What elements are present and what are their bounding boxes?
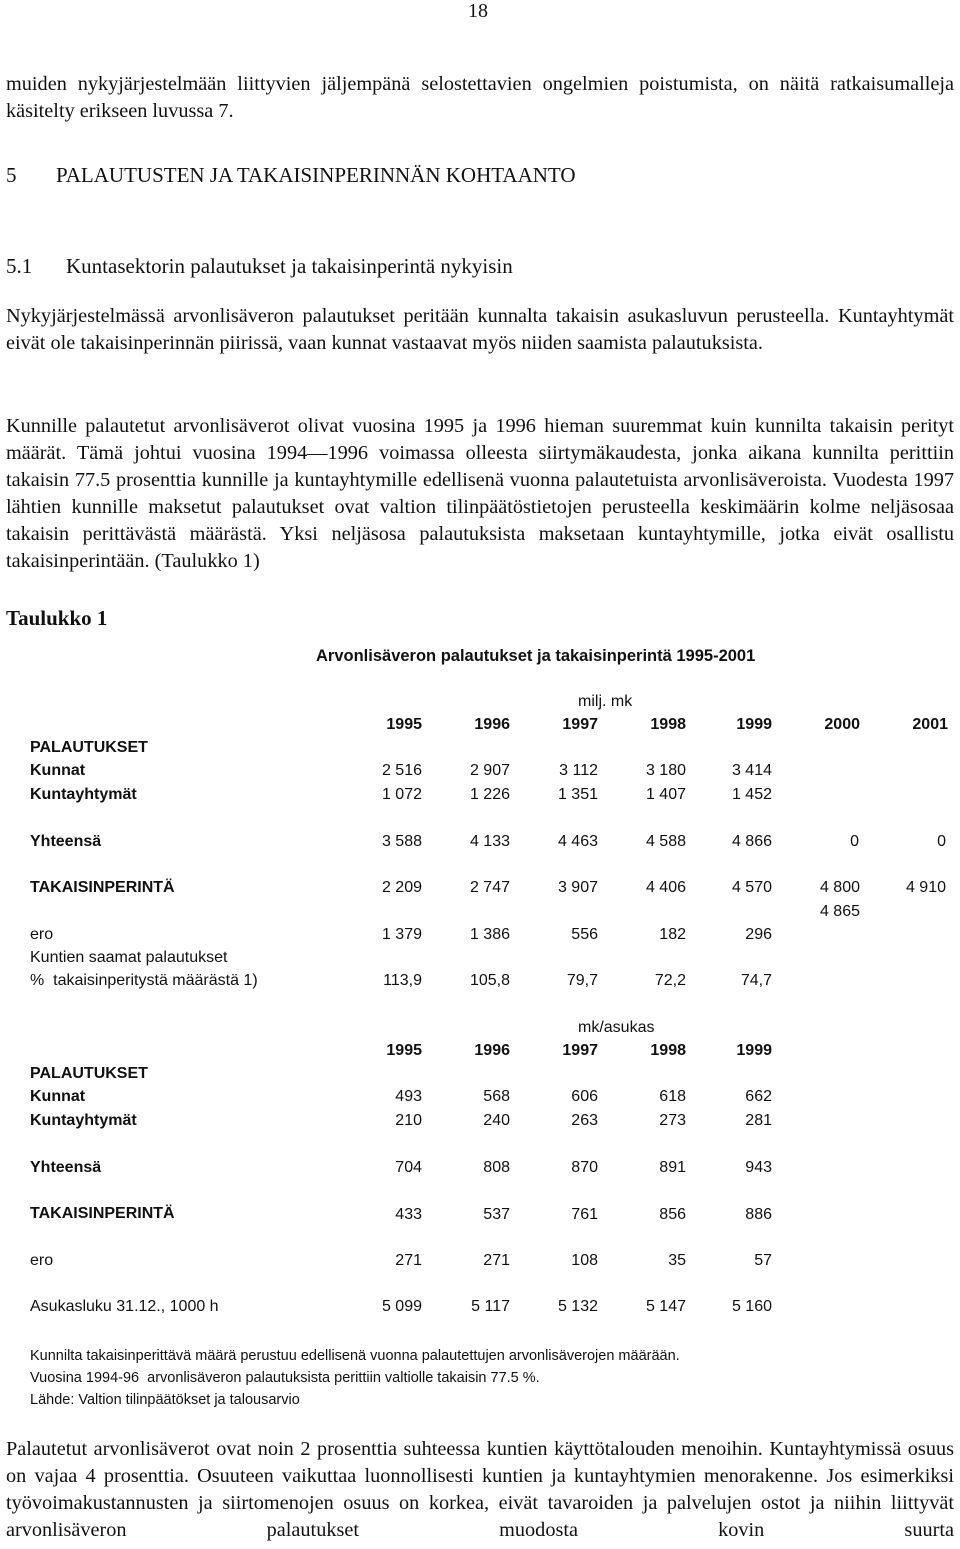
year-cell: 1996	[474, 1042, 510, 1059]
section-heading	[6, 163, 576, 188]
row-label: Asukasluku 31.12., 1000 h	[30, 1298, 219, 1315]
table-caption: Taulukko 1	[6, 606, 108, 630]
year-cell: 1998	[650, 716, 686, 733]
value-cell: 0	[850, 833, 859, 850]
row-label: Kuntien saamat palautukset	[30, 949, 228, 966]
value-cell: 537	[483, 1206, 510, 1223]
row-label: ero	[30, 1252, 54, 1269]
row-label: Kunnat	[30, 1088, 86, 1105]
value-cell: 0	[937, 833, 946, 850]
value-cell: 182	[659, 926, 686, 943]
table-b-year-row	[30, 1042, 930, 1066]
row-label: Yhteensä	[30, 833, 102, 850]
value-cell: 1 226	[469, 786, 510, 803]
value-cell: 281	[745, 1112, 772, 1129]
value-cell: 5 147	[645, 1298, 686, 1315]
closing-paragraph: Palautetut arvonlisäverot ovat noin 2 prosenttia suhteessa kuntien käyttötalouden menoihin. Kuntayhtymissä osuus on vajaa 4 prosenttia. Osuuteen vaikuttaa luonnollisesti kuntien ja kuntayhtymien menorakenne. Jos esimerkiksi työvoimakustannusten ja siirtomenojen osuus on korkea, eivät tavaroiden ja palvelujen ostot ja niihin liittyvät arvonlisäveron palautukset muodosta kovin suurta	[6, 1438, 954, 1541]
subsection-number: 5.1	[6, 254, 33, 278]
year-cell: 1997	[562, 716, 598, 733]
value-cell: 2 747	[469, 879, 510, 896]
value-cell: 4 463	[557, 833, 598, 850]
table-note: Kunnilta takaisinperittävä määrä perustuu edellisenä vuonna palautettujen arvonlisäverojen määrään.	[30, 1348, 680, 1364]
value-cell: 3 907	[557, 879, 598, 896]
value-cell: 1 386	[469, 926, 510, 943]
value-cell: 808	[483, 1159, 510, 1176]
value-cell: 556	[571, 926, 598, 943]
value-cell: 79,7	[566, 972, 598, 989]
table-a-kuntayhtymat-row	[30, 786, 930, 810]
value-cell: 3 588	[381, 833, 422, 850]
value-cell: 4 133	[469, 833, 510, 850]
year-cell: 1998	[650, 1042, 686, 1059]
value-cell: 886	[745, 1206, 772, 1223]
value-cell: 1 452	[731, 786, 772, 803]
value-cell: 273	[659, 1112, 686, 1129]
value-cell: 4 865	[819, 903, 860, 920]
page-number: 18	[468, 0, 488, 22]
paragraph-2: Kunnille palautetut arvonlisäverot olivat vuosina 1995 ja 1996 hieman suuremmat kuin kunnilta takaisin perityt määrät. Tämä johtui vuosina 1994—1996 voimassa olleesta siirtymäkaudesta, jonka aikana kunnilta perittiin takaisin 77.5 prosenttia kunnille ja kuntayhtymille edellisenä vuonna palautetuista arvonlisäveroista. Vuodesta 1997 lähtien kunnille maksetut palautukset ovat valtion tilinpäätöstietojen perusteella keskimäärin kolme neljäsosaa takaisin perittävästä määrästä. Yksi neljäsosa palautuksista maksetaan kuntayhtymille, jotka eivät osallistu takaisinperintään. (Taulukko 1)	[6, 415, 954, 572]
value-cell: 662	[745, 1088, 772, 1105]
value-cell: 856	[659, 1206, 686, 1223]
table-note: Vuosina 1994-96 arvonlisäveron palautuksista perittiin valtiolle takaisin 77.5 %.	[30, 1370, 540, 1386]
row-label: TAKAISINPERINTÄ	[30, 879, 175, 896]
value-cell: 4 588	[645, 833, 686, 850]
year-cell: 1999	[736, 1042, 772, 1059]
section-number: 5	[6, 163, 17, 187]
table-a-percent-row	[30, 972, 930, 996]
year-cell: 1997	[562, 1042, 598, 1059]
value-cell: 3 112	[559, 762, 598, 779]
value-cell: 74,7	[740, 972, 772, 989]
section-title: PALAUTUSTEN JA TAKAISINPERINNÄN KOHTAANTO	[56, 163, 576, 187]
value-cell: 1 351	[557, 786, 598, 803]
row-label: PALAUTUKSET	[30, 739, 148, 756]
value-cell: 113,9	[383, 972, 422, 989]
value-cell: 870	[571, 1159, 598, 1176]
value-cell: 57	[754, 1252, 772, 1269]
value-cell: 263	[571, 1112, 598, 1129]
table-b-kuntayhtymat-row	[30, 1112, 930, 1136]
table-b-ero-row	[30, 1252, 930, 1276]
row-label: ero	[30, 926, 54, 943]
value-cell: 5 117	[471, 1298, 510, 1315]
table-b-unit: mk/asukas	[578, 1019, 655, 1036]
table-b-takaisinperinta-row	[30, 1205, 930, 1229]
paragraph-1: Nykyjärjestelmässä arvonlisäveron palautukset peritään kunnalta takaisin asukasluvun perusteella. Kuntayhtymät eivät ole takaisinperinnän piirissä, vaan kunnat vastaavat myös niiden saamista palautuksista.	[6, 305, 954, 354]
value-cell: 606	[571, 1088, 598, 1105]
value-cell: 493	[395, 1088, 422, 1105]
intro-paragraph: muiden nykyjärjestelmään liittyvien jäljempänä selostettavien ongelmien poistumista, on näitä ratkaisumalleja käsitelty erikseen luvussa 7.	[6, 73, 954, 122]
year-cell: 1999	[736, 716, 772, 733]
year-cell: 1995	[386, 716, 422, 733]
table-b-asukasluku-row	[30, 1298, 930, 1322]
table-b-yhteensa-row	[30, 1159, 930, 1183]
table-a-unit: milj. mk	[578, 693, 633, 710]
value-cell: 72,2	[654, 972, 686, 989]
table-title: Arvonlisäveron palautukset ja takaisinperintä 1995-2001	[316, 647, 756, 665]
value-cell: 2 516	[381, 762, 422, 779]
table-a-year-row	[30, 716, 948, 740]
value-cell: 3 180	[645, 762, 686, 779]
year-cell: 2000	[824, 716, 860, 733]
row-label: TAKAISINPERINTÄ	[30, 1205, 175, 1222]
value-cell: 271	[395, 1252, 422, 1269]
table-a-kuntien-saamat-row	[30, 949, 930, 973]
value-cell: 4 800	[819, 879, 860, 896]
subsection-heading	[6, 254, 513, 279]
value-cell: 943	[745, 1159, 772, 1176]
value-cell: 1 379	[381, 926, 422, 943]
table-a-kunnat-row	[30, 762, 930, 786]
value-cell: 761	[571, 1206, 598, 1223]
table-a-ero-row	[30, 926, 930, 950]
table-a-palautukset-row	[30, 739, 930, 763]
value-cell: 1 407	[645, 786, 686, 803]
row-label: Kunnat	[30, 762, 86, 779]
value-cell: 271	[483, 1252, 510, 1269]
table-a-takaisinperinta-extra-row	[30, 903, 930, 927]
value-cell: 891	[659, 1159, 686, 1176]
row-label: Kuntayhtymät	[30, 786, 137, 803]
value-cell: 568	[483, 1088, 510, 1105]
subsection-title: Kuntasektorin palautukset ja takaisinperintä nykyisin	[66, 254, 513, 278]
row-label: % takaisinperitystä määrästä 1)	[30, 972, 258, 989]
value-cell: 704	[395, 1159, 422, 1176]
value-cell: 4 910	[905, 879, 946, 896]
table-a-takaisinperinta-row	[30, 879, 946, 903]
value-cell: 4 866	[731, 833, 772, 850]
value-cell: 35	[668, 1252, 686, 1269]
value-cell: 105,8	[469, 972, 510, 989]
value-cell: 1 072	[381, 786, 422, 803]
value-cell: 2 907	[469, 762, 510, 779]
row-label: PALAUTUKSET	[30, 1065, 148, 1082]
year-cell: 2001	[912, 716, 948, 733]
year-cell: 1995	[386, 1042, 422, 1059]
value-cell: 5 132	[557, 1298, 598, 1315]
row-label: Yhteensä	[30, 1159, 102, 1176]
table-b-kunnat-row	[30, 1088, 930, 1112]
table-source: Lähde: Valtion tilinpäätökset ja talousarvio	[30, 1392, 300, 1408]
value-cell: 4 406	[645, 879, 686, 896]
row-label: Kuntayhtymät	[30, 1112, 137, 1129]
table-b-palautukset-row	[30, 1065, 930, 1089]
value-cell: 4 570	[731, 879, 772, 896]
value-cell: 5 160	[731, 1298, 772, 1315]
year-cell: 1996	[474, 716, 510, 733]
value-cell: 618	[659, 1088, 686, 1105]
value-cell: 433	[395, 1206, 422, 1223]
value-cell: 3 414	[731, 762, 772, 779]
value-cell: 210	[395, 1112, 422, 1129]
value-cell: 108	[571, 1252, 598, 1269]
value-cell: 2 209	[381, 879, 422, 896]
value-cell: 240	[483, 1112, 510, 1129]
table-a-yhteensa-row	[30, 833, 946, 857]
value-cell: 296	[745, 926, 772, 943]
value-cell: 5 099	[381, 1298, 422, 1315]
